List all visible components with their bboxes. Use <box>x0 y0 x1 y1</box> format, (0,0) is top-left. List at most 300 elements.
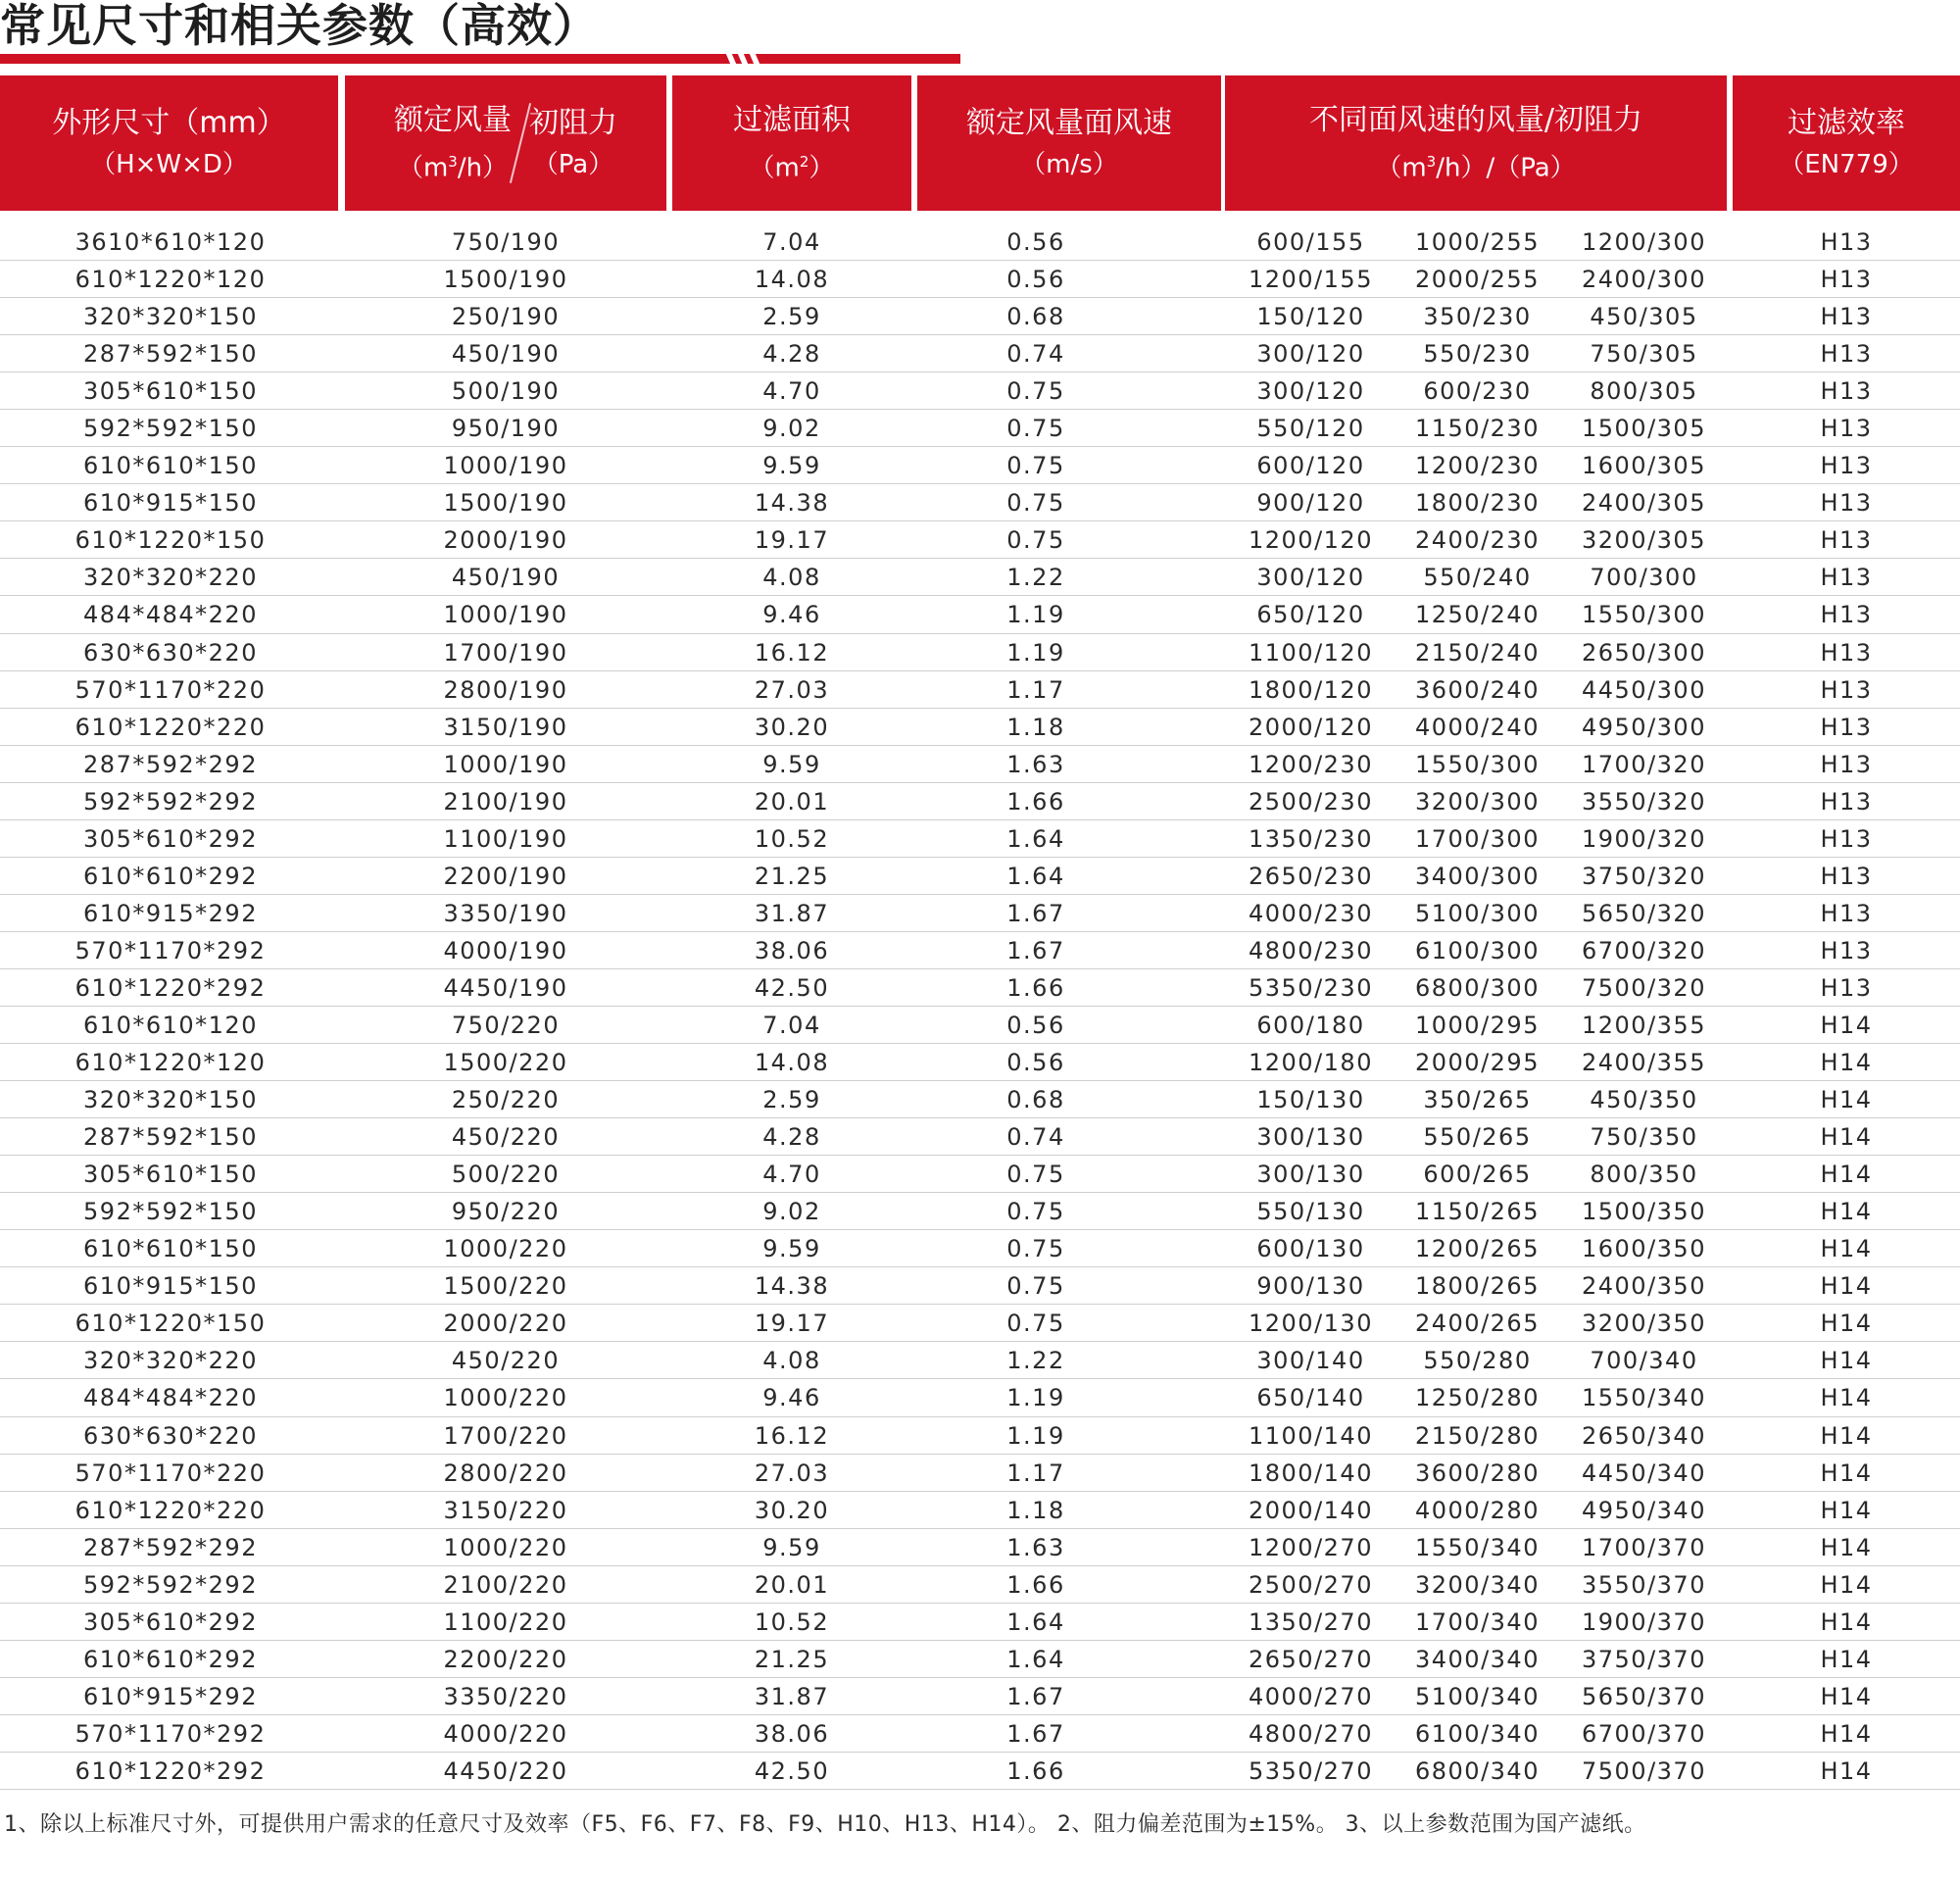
cell-rated-flow-resistance: 1700/220 <box>443 1421 568 1450</box>
cell-size: 610*1220*120 <box>74 266 267 294</box>
cell-flow-resistance-2: 2000/255 <box>1415 266 1540 294</box>
cell-filter-area: 9.59 <box>762 452 821 480</box>
cell-flow-resistance-1: 600/130 <box>1256 1235 1365 1263</box>
table-row <box>0 1230 1960 1267</box>
cell-face-velocity: 1.67 <box>1006 936 1065 964</box>
cell-flow-resistance-2: 2000/295 <box>1415 1049 1540 1077</box>
header-area-unit: $(m^2)$ <box>749 152 835 183</box>
table-row <box>0 410 1960 447</box>
cell-filter-area: 16.12 <box>754 1421 830 1450</box>
header-speed <box>917 75 1221 211</box>
table-row <box>0 1267 1960 1305</box>
cell-flow-resistance-2: 600/265 <box>1423 1161 1532 1189</box>
cell-flow-resistance-1: 1100/140 <box>1249 1421 1373 1450</box>
cell-flow-resistance-2: 1250/240 <box>1415 601 1540 629</box>
cell-rated-flow-resistance: 450/220 <box>451 1347 561 1375</box>
cell-flow-resistance-1: 300/120 <box>1256 340 1365 369</box>
cell-efficiency: H14 <box>1820 1347 1873 1375</box>
cell-flow-resistance-2: 3400/300 <box>1415 862 1540 890</box>
cell-flow-resistance-1: 300/130 <box>1256 1123 1365 1152</box>
cell-flow-resistance-1: 300/140 <box>1256 1347 1365 1375</box>
cell-face-velocity: 0.56 <box>1006 1011 1065 1039</box>
cell-filter-area: 9.46 <box>762 1384 821 1412</box>
cell-efficiency: H14 <box>1820 1310 1873 1338</box>
table-row <box>0 559 1960 596</box>
cell-flow-resistance-1: 1350/270 <box>1249 1607 1373 1636</box>
cell-flow-resistance-3: 3200/350 <box>1582 1310 1706 1338</box>
cell-filter-area: 14.08 <box>754 1049 830 1077</box>
cell-size: 610*1220*120 <box>74 1049 267 1077</box>
cell-flow-resistance-2: 1000/295 <box>1415 1011 1540 1039</box>
cell-size: 320*320*150 <box>83 1086 258 1114</box>
cell-flow-resistance-2: 5100/340 <box>1415 1682 1540 1710</box>
cell-flow-resistance-1: 5350/230 <box>1249 973 1373 1002</box>
cell-size: 570*1170*220 <box>74 1459 267 1487</box>
cell-flow-resistance-1: 600/155 <box>1256 228 1365 256</box>
cell-rated-flow-resistance: 750/190 <box>451 228 561 256</box>
header-speed-unit: （m/s） <box>1020 150 1118 179</box>
table-row <box>0 447 1960 484</box>
header-area-label: 过滤面积 <box>733 102 851 137</box>
cell-filter-area: 7.04 <box>762 1011 821 1039</box>
cell-filter-area: 20.01 <box>754 1570 830 1599</box>
cell-filter-area: 38.06 <box>754 1719 830 1748</box>
cell-flow-resistance-2: 550/280 <box>1423 1347 1532 1375</box>
cell-flow-resistance-2: 550/240 <box>1423 564 1532 592</box>
cell-flow-resistance-1: 5350/270 <box>1249 1756 1373 1785</box>
cell-face-velocity: 0.74 <box>1006 340 1065 369</box>
cell-filter-area: 19.17 <box>754 526 830 555</box>
cell-flow-resistance-1: 2500/230 <box>1249 787 1373 816</box>
cell-face-velocity: 1.66 <box>1006 787 1065 816</box>
cell-efficiency: H13 <box>1820 675 1873 704</box>
cell-flow-resistance-3: 3750/370 <box>1582 1645 1706 1673</box>
cell-rated-flow-resistance: 2000/220 <box>443 1310 568 1338</box>
cell-filter-area: 42.50 <box>754 973 830 1002</box>
cell-rated-flow-resistance: 950/220 <box>451 1198 561 1226</box>
cell-flow-resistance-3: 5650/320 <box>1582 899 1706 927</box>
cell-size: 484*484*220 <box>83 1384 258 1412</box>
cell-size: 610*1220*292 <box>74 1756 267 1785</box>
cell-rated-flow-resistance: 2800/220 <box>443 1459 568 1487</box>
cell-efficiency: H13 <box>1820 824 1873 853</box>
cell-efficiency: H13 <box>1820 266 1873 294</box>
cell-filter-area: 4.08 <box>762 1347 821 1375</box>
cell-flow-resistance-2: 1150/230 <box>1415 415 1540 443</box>
cell-filter-area: 7.04 <box>762 228 821 256</box>
cell-size: 305*610*150 <box>83 1161 258 1189</box>
cell-face-velocity: 0.68 <box>1006 303 1065 331</box>
cell-size: 320*320*220 <box>83 564 258 592</box>
cell-flow-resistance-1: 2650/230 <box>1249 862 1373 890</box>
cell-face-velocity: 0.68 <box>1006 1086 1065 1114</box>
cell-filter-area: 30.20 <box>754 1496 830 1524</box>
cell-efficiency: H13 <box>1820 713 1873 741</box>
cell-flow-resistance-1: 4800/270 <box>1249 1719 1373 1748</box>
cell-flow-resistance-2: 1200/265 <box>1415 1235 1540 1263</box>
cell-flow-resistance-2: 1800/230 <box>1415 489 1540 518</box>
cell-filter-area: 9.59 <box>762 1533 821 1561</box>
cell-rated-flow-resistance: 1000/220 <box>443 1235 568 1263</box>
cell-efficiency: H13 <box>1820 489 1873 518</box>
cell-face-velocity: 1.17 <box>1006 1459 1065 1487</box>
cell-size: 570*1170*292 <box>74 1719 267 1748</box>
cell-efficiency: H13 <box>1820 228 1873 256</box>
cell-face-velocity: 1.19 <box>1006 601 1065 629</box>
cell-face-velocity: 1.17 <box>1006 675 1065 704</box>
cell-filter-area: 31.87 <box>754 899 830 927</box>
cell-rated-flow-resistance: 450/190 <box>451 564 561 592</box>
cell-flow-resistance-2: 6100/340 <box>1415 1719 1540 1748</box>
cell-size: 610*610*150 <box>83 452 258 480</box>
cell-rated-flow-resistance: 2800/190 <box>443 675 568 704</box>
table-row <box>0 521 1960 559</box>
cell-face-velocity: 1.67 <box>1006 1719 1065 1748</box>
cell-size: 610*610*292 <box>83 1645 258 1673</box>
cell-rated-flow-resistance: 2100/190 <box>443 787 568 816</box>
cell-rated-flow-resistance: 3150/190 <box>443 713 568 741</box>
cell-flow-resistance-3: 450/305 <box>1590 303 1698 331</box>
cell-flow-resistance-3: 1550/340 <box>1582 1384 1706 1412</box>
cell-rated-flow-resistance: 1100/220 <box>443 1607 568 1636</box>
table-row <box>0 1417 1960 1455</box>
cell-flow-resistance-1: 4000/270 <box>1249 1682 1373 1710</box>
cell-flow-resistance-3: 4950/340 <box>1582 1496 1706 1524</box>
cell-flow-resistance-1: 1200/180 <box>1249 1049 1373 1077</box>
cell-rated-flow-resistance: 1500/190 <box>443 266 568 294</box>
cell-flow-resistance-2: 1000/255 <box>1415 228 1540 256</box>
cell-flow-resistance-2: 3600/240 <box>1415 675 1540 704</box>
cell-face-velocity: 0.75 <box>1006 1161 1065 1189</box>
header-area <box>672 75 911 211</box>
cell-filter-area: 4.28 <box>762 340 821 369</box>
table-row <box>0 1081 1960 1118</box>
cell-flow-resistance-3: 700/340 <box>1590 1347 1698 1375</box>
table-row <box>0 1379 1960 1416</box>
cell-efficiency: H13 <box>1820 303 1873 331</box>
cell-efficiency: H13 <box>1820 973 1873 1002</box>
cell-flow-resistance-1: 300/120 <box>1256 377 1365 406</box>
cell-flow-resistance-3: 2400/355 <box>1582 1049 1706 1077</box>
cell-flow-resistance-2: 1800/265 <box>1415 1272 1540 1301</box>
cell-size: 305*610*292 <box>83 824 258 853</box>
cell-size: 287*592*150 <box>83 1123 258 1152</box>
cell-flow-resistance-2: 1700/300 <box>1415 824 1540 853</box>
header-speed-label: 额定风量面风速 <box>966 106 1172 140</box>
cell-efficiency: H14 <box>1820 1496 1873 1524</box>
cell-flow-resistance-2: 1700/340 <box>1415 1607 1540 1636</box>
cell-size: 305*610*150 <box>83 377 258 406</box>
cell-filter-area: 42.50 <box>754 1756 830 1785</box>
cell-rated-flow-resistance: 500/190 <box>451 377 561 406</box>
cell-face-velocity: 1.67 <box>1006 899 1065 927</box>
cell-flow-resistance-3: 450/350 <box>1590 1086 1698 1114</box>
cell-flow-resistance-1: 1350/230 <box>1249 824 1373 853</box>
cell-efficiency: H14 <box>1820 1123 1873 1152</box>
cell-size: 610*610*120 <box>83 1011 258 1039</box>
cell-face-velocity: 1.66 <box>1006 1756 1065 1785</box>
cell-size: 592*592*292 <box>83 1570 258 1599</box>
cell-face-velocity: 1.22 <box>1006 564 1065 592</box>
cell-rated-flow-resistance: 2100/220 <box>443 1570 568 1599</box>
cell-size: 570*1170*220 <box>74 675 267 704</box>
cell-flow-resistance-1: 1100/120 <box>1249 638 1373 667</box>
cell-flow-resistance-1: 150/120 <box>1256 303 1365 331</box>
cell-flow-resistance-1: 1200/270 <box>1249 1533 1373 1561</box>
cell-flow-resistance-2: 6100/300 <box>1415 936 1540 964</box>
header-efficiency-label: 过滤效率 <box>1788 106 1905 140</box>
cell-efficiency: H14 <box>1820 1533 1873 1561</box>
cell-flow-resistance-3: 3550/370 <box>1582 1570 1706 1599</box>
cell-flow-resistance-2: 3600/280 <box>1415 1459 1540 1487</box>
cell-rated-flow-resistance: 1500/220 <box>443 1049 568 1077</box>
table-row <box>0 1193 1960 1230</box>
cell-rated-flow-resistance: 1000/220 <box>443 1533 568 1561</box>
cell-efficiency: H14 <box>1820 1756 1873 1785</box>
cell-filter-area: 14.38 <box>754 489 830 518</box>
cell-rated-flow-resistance: 500/220 <box>451 1161 561 1189</box>
cell-face-velocity: 0.75 <box>1006 1235 1065 1263</box>
table-row <box>0 746 1960 783</box>
table-row <box>0 1455 1960 1492</box>
cell-flow-resistance-3: 1500/305 <box>1582 415 1706 443</box>
cell-flow-resistance-3: 1500/350 <box>1582 1198 1706 1226</box>
cell-face-velocity: 1.18 <box>1006 1496 1065 1524</box>
header-rated-flow-label: 额定风量 <box>394 102 512 137</box>
cell-face-velocity: 1.19 <box>1006 1421 1065 1450</box>
cell-face-velocity: 1.64 <box>1006 1645 1065 1673</box>
cell-rated-flow-resistance: 1100/190 <box>443 824 568 853</box>
cell-flow-resistance-1: 1200/155 <box>1249 266 1373 294</box>
cell-flow-resistance-2: 6800/340 <box>1415 1756 1540 1785</box>
cell-face-velocity: 1.19 <box>1006 638 1065 667</box>
cell-size: 610*610*292 <box>83 862 258 890</box>
cell-face-velocity: 1.66 <box>1006 973 1065 1002</box>
cell-filter-area: 9.59 <box>762 1235 821 1263</box>
cell-filter-area: 30.20 <box>754 713 830 741</box>
cell-face-velocity: 0.56 <box>1006 266 1065 294</box>
cell-face-velocity: 0.75 <box>1006 1310 1065 1338</box>
cell-flow-resistance-1: 650/120 <box>1256 601 1365 629</box>
table-row <box>0 820 1960 858</box>
cell-face-velocity: 0.56 <box>1006 1049 1065 1077</box>
cell-filter-area: 16.12 <box>754 638 830 667</box>
title-stripe-decoration <box>725 52 770 66</box>
table-row <box>0 1641 1960 1678</box>
cell-flow-resistance-3: 2650/300 <box>1582 638 1706 667</box>
cell-flow-resistance-2: 550/265 <box>1423 1123 1532 1152</box>
table-row <box>0 634 1960 671</box>
cell-face-velocity: 0.75 <box>1006 1272 1065 1301</box>
cell-flow-resistance-3: 750/305 <box>1590 340 1698 369</box>
cell-rated-flow-resistance: 750/220 <box>451 1011 561 1039</box>
cell-flow-resistance-2: 350/230 <box>1423 303 1532 331</box>
table-row <box>0 596 1960 633</box>
header-size <box>0 75 338 211</box>
cell-size: 610*915*292 <box>83 1682 258 1710</box>
cell-flow-resistance-1: 900/120 <box>1256 489 1365 518</box>
header-rated-resistance-unit: （Pa） <box>532 150 614 179</box>
cell-face-velocity: 1.64 <box>1006 1607 1065 1636</box>
cell-filter-area: 21.25 <box>754 862 830 890</box>
cell-rated-flow-resistance: 3350/190 <box>443 899 568 927</box>
cell-efficiency: H13 <box>1820 750 1873 778</box>
cell-efficiency: H13 <box>1820 936 1873 964</box>
cell-efficiency: H13 <box>1820 340 1873 369</box>
table-row <box>0 1156 1960 1193</box>
cell-flow-resistance-3: 1600/350 <box>1582 1235 1706 1263</box>
cell-face-velocity: 1.18 <box>1006 713 1065 741</box>
cell-face-velocity: 0.75 <box>1006 1198 1065 1226</box>
cell-efficiency: H13 <box>1820 564 1873 592</box>
cell-flow-resistance-3: 2400/305 <box>1582 489 1706 518</box>
cell-flow-resistance-1: 1200/130 <box>1249 1310 1373 1338</box>
cell-flow-resistance-3: 2400/350 <box>1582 1272 1706 1301</box>
cell-filter-area: 9.02 <box>762 1198 821 1226</box>
cell-efficiency: H14 <box>1820 1645 1873 1673</box>
header-variable <box>1225 75 1727 211</box>
cell-rated-flow-resistance: 1000/190 <box>443 452 568 480</box>
cell-rated-flow-resistance: 450/190 <box>451 340 561 369</box>
cell-face-velocity: 0.75 <box>1006 526 1065 555</box>
table-row <box>0 932 1960 969</box>
cell-flow-resistance-2: 1150/265 <box>1415 1198 1540 1226</box>
cell-flow-resistance-2: 1250/280 <box>1415 1384 1540 1412</box>
cell-rated-flow-resistance: 450/220 <box>451 1123 561 1152</box>
cell-flow-resistance-2: 550/230 <box>1423 340 1532 369</box>
cell-flow-resistance-1: 2650/270 <box>1249 1645 1373 1673</box>
cell-filter-area: 2.59 <box>762 303 821 331</box>
cell-size: 592*592*292 <box>83 787 258 816</box>
cell-flow-resistance-1: 300/120 <box>1256 564 1365 592</box>
cell-efficiency: H14 <box>1820 1607 1873 1636</box>
table-row <box>0 335 1960 372</box>
cell-flow-resistance-3: 750/350 <box>1590 1123 1698 1152</box>
header-size-unit: （H×W×D） <box>90 150 248 179</box>
header-size-label: 外形尺寸（mm） <box>52 106 286 140</box>
cell-flow-resistance-3: 4950/300 <box>1582 713 1706 741</box>
header-efficiency-unit: （EN779） <box>1779 150 1914 179</box>
cell-face-velocity: 1.64 <box>1006 862 1065 890</box>
table-row <box>0 783 1960 820</box>
cell-efficiency: H14 <box>1820 1235 1873 1263</box>
cell-efficiency: H13 <box>1820 452 1873 480</box>
cell-size: 610*915*292 <box>83 899 258 927</box>
cell-rated-flow-resistance: 2200/190 <box>443 862 568 890</box>
cell-flow-resistance-1: 550/130 <box>1256 1198 1365 1226</box>
cell-filter-area: 21.25 <box>754 1645 830 1673</box>
cell-rated-flow-resistance: 3350/220 <box>443 1682 568 1710</box>
cell-size: 592*592*150 <box>83 415 258 443</box>
table-row <box>0 1342 1960 1379</box>
cell-flow-resistance-3: 1900/370 <box>1582 1607 1706 1636</box>
cell-flow-resistance-3: 5650/370 <box>1582 1682 1706 1710</box>
cell-face-velocity: 0.75 <box>1006 452 1065 480</box>
cell-flow-resistance-3: 4450/300 <box>1582 675 1706 704</box>
cell-flow-resistance-3: 1200/355 <box>1582 1011 1706 1039</box>
cell-size: 484*484*220 <box>83 601 258 629</box>
cell-filter-area: 27.03 <box>754 1459 830 1487</box>
table-row <box>0 372 1960 410</box>
cell-flow-resistance-3: 1700/320 <box>1582 750 1706 778</box>
cell-efficiency: H13 <box>1820 899 1873 927</box>
table-row <box>0 261 1960 298</box>
cell-flow-resistance-1: 900/130 <box>1256 1272 1365 1301</box>
cell-rated-flow-resistance: 1000/220 <box>443 1384 568 1412</box>
cell-rated-flow-resistance: 950/190 <box>451 415 561 443</box>
cell-filter-area: 9.46 <box>762 601 821 629</box>
header-variable-label: 不同面风速的风量/初阻力 <box>1308 102 1643 137</box>
table-row <box>0 1715 1960 1753</box>
cell-rated-flow-resistance: 1500/220 <box>443 1272 568 1301</box>
cell-rated-flow-resistance: 1700/190 <box>443 638 568 667</box>
header-rated-flow-unit: $(m^3/h)$ <box>397 152 509 183</box>
cell-flow-resistance-2: 1550/300 <box>1415 750 1540 778</box>
cell-flow-resistance-2: 2400/230 <box>1415 526 1540 555</box>
table-row <box>0 1529 1960 1566</box>
cell-efficiency: H13 <box>1820 526 1873 555</box>
cell-rated-flow-resistance: 1000/190 <box>443 750 568 778</box>
cell-filter-area: 31.87 <box>754 1682 830 1710</box>
cell-rated-flow-resistance: 4450/220 <box>443 1756 568 1785</box>
cell-size: 630*630*220 <box>83 638 258 667</box>
cell-flow-resistance-3: 4450/340 <box>1582 1459 1706 1487</box>
header-rated-resistance-label: 初阻力 <box>529 106 617 140</box>
cell-efficiency: H14 <box>1820 1086 1873 1114</box>
cell-efficiency: H13 <box>1820 787 1873 816</box>
cell-face-velocity: 1.64 <box>1006 824 1065 853</box>
cell-efficiency: H14 <box>1820 1049 1873 1077</box>
cell-efficiency: H14 <box>1820 1384 1873 1412</box>
table-row <box>0 1044 1960 1081</box>
cell-rated-flow-resistance: 2200/220 <box>443 1645 568 1673</box>
cell-rated-flow-resistance: 1000/190 <box>443 601 568 629</box>
table-row <box>0 1007 1960 1044</box>
header-efficiency <box>1733 75 1960 211</box>
cell-flow-resistance-1: 600/180 <box>1256 1011 1365 1039</box>
cell-efficiency: H13 <box>1820 638 1873 667</box>
cell-flow-resistance-2: 1550/340 <box>1415 1533 1540 1561</box>
cell-filter-area: 14.08 <box>754 266 830 294</box>
table-row <box>0 484 1960 521</box>
table-row <box>0 1753 1960 1790</box>
cell-face-velocity: 0.75 <box>1006 377 1065 406</box>
table-row <box>0 1678 1960 1715</box>
cell-efficiency: H14 <box>1820 1682 1873 1710</box>
cell-rated-flow-resistance: 4000/190 <box>443 936 568 964</box>
cell-filter-area: 10.52 <box>754 824 830 853</box>
cell-face-velocity: 0.75 <box>1006 415 1065 443</box>
cell-flow-resistance-2: 6800/300 <box>1415 973 1540 1002</box>
cell-face-velocity: 1.63 <box>1006 1533 1065 1561</box>
cell-flow-resistance-1: 1800/120 <box>1249 675 1373 704</box>
table-row <box>0 858 1960 895</box>
cell-filter-area: 27.03 <box>754 675 830 704</box>
title-underline-bar <box>0 54 960 64</box>
cell-size: 610*915*150 <box>83 1272 258 1301</box>
header-divider-slash <box>510 103 531 183</box>
cell-size: 305*610*292 <box>83 1607 258 1636</box>
cell-efficiency: H13 <box>1820 862 1873 890</box>
cell-flow-resistance-2: 600/230 <box>1423 377 1532 406</box>
cell-flow-resistance-2: 1200/230 <box>1415 452 1540 480</box>
table-row <box>0 1492 1960 1529</box>
cell-flow-resistance-3: 7500/320 <box>1582 973 1706 1002</box>
table-row <box>0 1118 1960 1156</box>
cell-flow-resistance-2: 3200/300 <box>1415 787 1540 816</box>
cell-filter-area: 14.38 <box>754 1272 830 1301</box>
cell-size: 592*592*150 <box>83 1198 258 1226</box>
